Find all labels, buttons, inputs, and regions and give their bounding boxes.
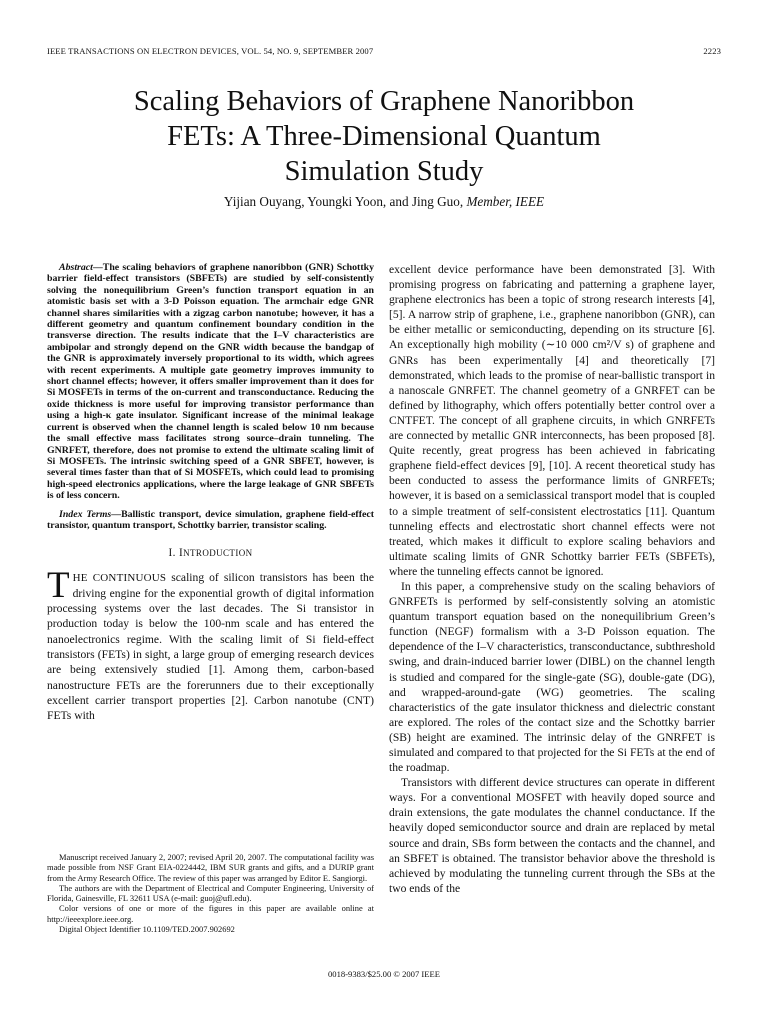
title-line: Simulation Study <box>284 156 484 187</box>
left-column <box>47 262 374 724</box>
journal-header: IEEE TRANSACTIONS ON ELECTRON DEVICES, VOL. 54, NO. 9, SEPTEMBER 2007 <box>47 46 374 56</box>
index-terms-text: —Ballistic transport, device simulation, graphene field-effect transistor, quantum transport, Schottky barrier, transistor scaling. <box>47 508 374 531</box>
section-heading <box>47 546 374 560</box>
right-column <box>389 262 715 896</box>
section-title-first: I <box>178 547 184 560</box>
title-line: FETs: A Three-Dimensional Quantum <box>167 121 601 152</box>
intro-text: scaling of silicon transistors has been the driving engine for the exponential growth of digital information processing systems over the last decades. The Si transistor in production today is below the 100-nm scale and has entered the nanoelectronics regime. With the scaling limit of Si field-effect transistors (FETs) in sight, a large group of emerging research devices are being extensively studied [1]. Among them, carbon-based nanostructure FETs are the forerunners due to their exceptionally excellent carrier transport properties [2]. Carbon nanotube (CNT) FETs with <box>47 570 374 723</box>
section-numeral: I. <box>168 547 176 560</box>
footnote: Color versions of one or more of the figures in this paper are available online at http://ieeexplore.ieee.org. <box>47 903 374 924</box>
paper-title <box>60 84 708 189</box>
drop-cap: T <box>47 564 70 606</box>
footnotes <box>47 852 374 934</box>
footnote: Digital Object Identifier 10.1109/TED.2007.902692 <box>59 924 235 935</box>
copyright-footer: 0018-9383/$25.00 © 2007 IEEE <box>327 969 441 979</box>
page-number: 2223 <box>703 46 721 56</box>
author-names: Yijian Ouyang, Youngki Yoon, and Jing Guo, <box>223 194 464 209</box>
index-terms-lead: Index Terms <box>59 508 112 520</box>
intro-caps: HE CONTINUOUS <box>72 571 167 584</box>
body-paragraph: In this paper, a comprehensive study on the scaling behaviors of GNRFETs is performed by self-consistently solving an atomistic quantum transport equation based on the nonequilibrium Green’s function (NEGF) formalism with a 3-D Poisson equation. The dependence of the I–V characteristics, transconductance, subthreshold swing, and drain-induced barrier lower (DIBL) on the channel length is studied and compared for the single-gate (SG), double-gate (DG), and wrapped-around-gate (WG) geometries. The scaling characteristics of the gate insulator thickness and dielectric constant are explored. The roles of the contact size and the Schottky barrier (SB) height are examined. The intrinsic delay of the GNRFET is simulated and compared to that projected for the Si FETs at the end of the roadmap. <box>389 579 715 775</box>
abstract-text: —The scaling behaviors of graphene nanoribbon (GNR) Schottky barrier field-effect transistors (SBFETs) are studied by self-consistently solving the nonequilibrium Green’s function transport equation in an atomistic basis set with a 3-D Poisson equation. The armchair edge GNR channel shares similarities with a zigzag carbon nanotube; however, it has a different geometry and quantum confinement boundary condition in the transverse direction. The results indicate that the I–V characteristics are ambipolar and strongly depend on the GNR width because the bandgap of the GNR is approximately inversely proportional to its width, which agrees with recent experiments. A multiple gate geometry improves immunity to short channel effects; however, it offers smaller improvement than it does for Si MOSFETs in terms of the on-current and transconductance. Reducing the oxide thickness is more useful for improving transistor performance than using a high-κ gate insulator. Significant increase of the minimal leakage current is observed when the channel length is scaled below 10 nm because the small effective mass facilitates strong source–drain tunneling. The GNRFET, therefore, does not promise to extend the ultimate scaling limit of Si MOSFETs. The intrinsic switching speed of a GNR SBFET, however, is several times faster than that of Si MOSFETs, which could lead to promising high-speed electronics applications, where the large leakage of GNR SBFETs is of less concern. <box>47 262 374 502</box>
abstract-lead: Abstract <box>59 262 93 273</box>
intro-paragraph <box>47 564 374 724</box>
footnote: Manuscript received January 2, 2007; revised April 20, 2007. The computational facility was made possible from NSF Grant EIA-0224442, IBM SUR grants and gifts, and a DURIP grant from the Army Research Office. The review of this paper was arranged by Editor E. Sangiorgi. <box>47 852 374 883</box>
body-paragraph: excellent device performance have been demonstrated [3]. With promising progress on fabricating and patterning a graphene layer, graphene electronics has been a topic of strong research interests [4], [5]. A narrow strip of graphene, i.e., graphene nanoribbon (GNR), can be either metallic or semiconducting, depending on its structure [6]. An exceptionally high mobility (∼10 000 cm²/V s) of graphene and GNRs has been experimentally [4] and theoretically [7] demonstrated, which leads to the promise of near-ballistic transport in a nanoscale GNRFET. The channel geometry of a GNRFET can be defined by lithography, which offers potentially better control over a CNTFET. The concept of all graphene circuits, in which GNRFETs are connected by metallic GNR interconnects, has been proposed [8]. Quite recently, great progress has been achieved in fabricating graphene field-effect devices [9], [10]. A recent theoretical study has been conducted to assess the performance limits of GNRFETs; however, it is based on a semiclassical transport model that is coupled to a simple treatment of self-consistent electrostatics [11]. Quantum tunneling effects and electrostatic short channel effects were not treated, which makes it difficult to explore scaling behaviors and ultimate scaling limits of GNR Schottky barrier FETs (SBFETs), where the tunneling effects cannot be ignored. <box>389 263 715 578</box>
section-title-rest: NTRODUCTION <box>183 548 253 559</box>
author-list <box>60 194 708 210</box>
body-paragraph: Transistors with different device structures can operate in different ways. For a conventional MOSFET with heavily doped source and drain extensions, the gate modulates the channel conductance. If the heavily doped semiconductor source and drain are replaced by metal source and drain, SBs form between the contacts and the channel, and an SBFET is obtained. The transistor behavior above the threshold is achieved by modulating the tunneling current through the SBs at the two ends of the <box>389 776 715 895</box>
title-line: Scaling Behaviors of Graphene Nanoribbon <box>133 86 635 117</box>
footnote: The authors are with the Department of Electrical and Computer Engineering, University of Florida, Gainesville, FL 32611 USA (e-mail: guoj@ufl.edu). <box>47 882 374 904</box>
abstract <box>47 262 374 502</box>
author-membership: Member, IEEE <box>466 194 545 209</box>
index-terms <box>47 509 374 532</box>
